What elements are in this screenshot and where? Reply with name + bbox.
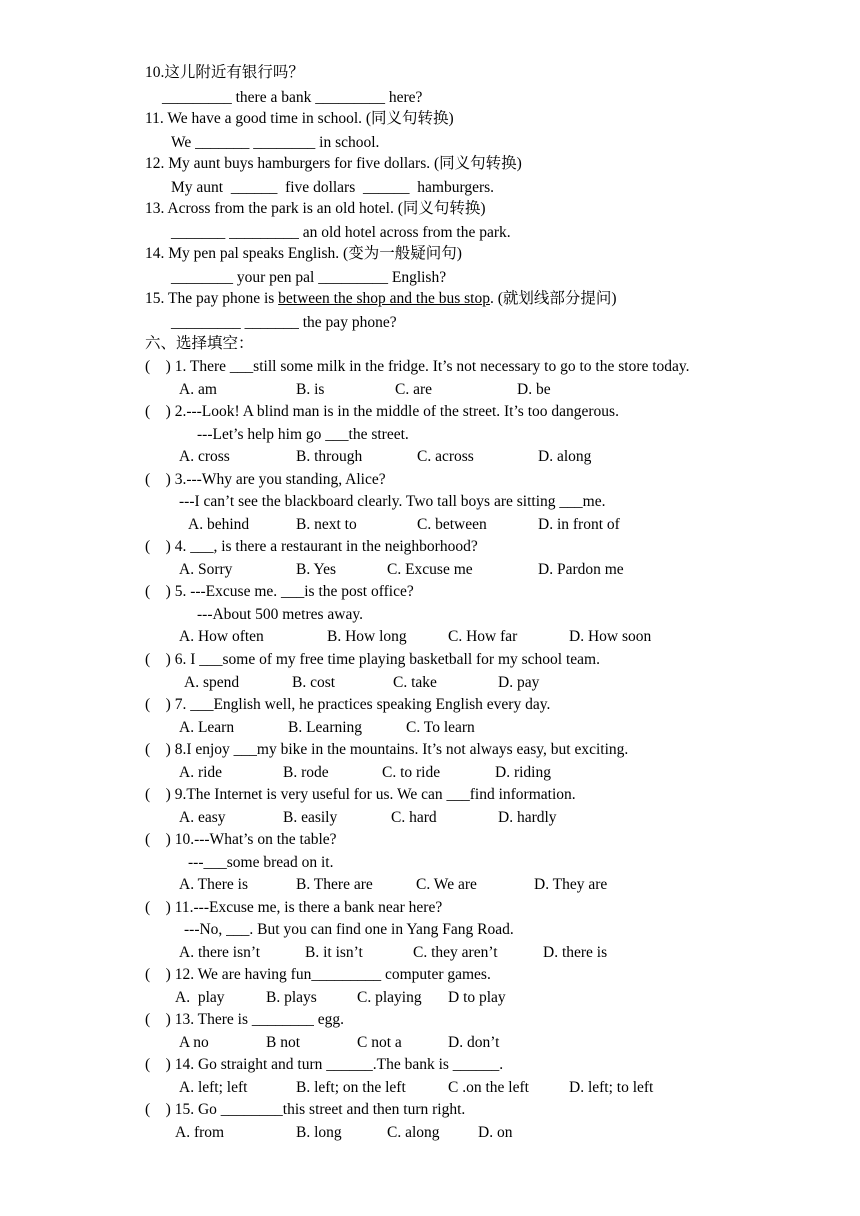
mc-question-1-options <box>0 380 760 400</box>
mc-5-option-b: B. How long <box>327 628 407 645</box>
mc-3-option-b: B. next to <box>296 516 357 533</box>
question-14-answer-line: ________ your pen pal _________ English? <box>171 269 447 286</box>
mc-question-13-stem: ( ) 13. There is ________ egg. <box>145 1011 345 1028</box>
question-15-underlined-phrase: between the shop and the bus stop <box>278 290 490 307</box>
mc-15-option-d: D. on <box>478 1124 513 1141</box>
mc-9-option-a: A. easy <box>179 809 226 826</box>
mc-2-option-b: B. through <box>296 448 363 465</box>
mc-1-option-c: C. are <box>395 381 433 398</box>
mc-question-2-stem: ( ) 2.---Look! A blind man is in the middle of the street. It’s too dangerous. <box>145 403 619 420</box>
mc-11-option-a: A. there isn’t <box>179 944 261 961</box>
mc-12-option-d: D to play <box>448 989 506 1006</box>
mc-question-12-options <box>0 988 760 1008</box>
question-13-answer-line: _______ _________ an old hotel across from the park. <box>171 224 511 241</box>
mc-9-option-d: D. hardly <box>498 809 557 826</box>
mc-question-2-options <box>0 447 760 467</box>
question-13-prompt: 13. Across from the park is an old hotel. (同义句转换) <box>145 200 486 217</box>
mc-question-9-stem: ( ) 9.The Internet is very useful for us. We can ___find information. <box>145 786 576 803</box>
mc-question-10-stem: ( ) 10.---What’s on the table? <box>145 831 337 848</box>
mc-question-14-options <box>0 1078 760 1098</box>
mc-7-option-a: A. Learn <box>179 719 235 736</box>
mc-question-3-sub: ---I can’t see the blackboard clearly. Two tall boys are sitting ___me. <box>179 493 606 510</box>
question-15-prompt <box>145 289 617 309</box>
mc-11-option-b: B. it isn’t <box>305 944 363 961</box>
mc-question-6-options <box>0 673 760 693</box>
mc-2-option-a: A. cross <box>179 448 230 465</box>
mc-5-option-d: D. How soon <box>569 628 652 645</box>
mc-question-10-options <box>0 875 760 895</box>
mc-13-option-b: B not <box>266 1034 301 1051</box>
mc-12-option-b: B. plays <box>266 989 317 1006</box>
mc-question-15-options <box>0 1123 760 1143</box>
mc-question-1-stem: ( ) 1. There ___still some milk in the fridge. It’s not necessary to go to the store today. <box>145 358 690 375</box>
mc-15-option-a: A. from <box>175 1124 225 1141</box>
mc-5-option-a: A. How often <box>179 628 264 645</box>
question-10-answer-line: _________ there a bank _________ here? <box>162 89 423 106</box>
mc-14-option-a: A. left; left <box>179 1079 248 1096</box>
question-12-prompt: 12. My aunt buys hamburgers for five dollars. (同义句转换) <box>145 155 522 172</box>
mc-6-option-b: B. cost <box>292 674 336 691</box>
mc-question-11-options <box>0 943 760 963</box>
mc-14-option-d: D. left; to left <box>569 1079 654 1096</box>
mc-15-option-b: B. long <box>296 1124 342 1141</box>
mc-9-option-b: B. easily <box>283 809 338 826</box>
mc-question-7-options <box>0 718 760 738</box>
mc-14-option-c: C .on the left <box>448 1079 529 1096</box>
mc-6-option-c: C. take <box>393 674 437 691</box>
mc-1-option-a: A. am <box>179 381 217 398</box>
mc-question-8-options <box>0 763 760 783</box>
mc-7-option-c: C. To learn <box>406 719 475 736</box>
mc-question-3-options <box>0 515 760 535</box>
mc-2-option-d: D. along <box>538 448 592 465</box>
question-11-prompt: 11. We have a good time in school. (同义句转换) <box>145 110 454 127</box>
question-15-prompt-start: 15. The pay phone is <box>145 290 279 307</box>
mc-12-option-c: C. playing <box>357 989 422 1006</box>
mc-question-2-sub: ---Let’s help him go ___the street. <box>197 426 409 443</box>
mc-5-option-c: C. How far <box>448 628 518 645</box>
mc-6-option-a: A. spend <box>184 674 240 691</box>
section-6-title: 六、选择填空： <box>145 335 254 352</box>
mc-question-11-stem: ( ) 11.---Excuse me, is there a bank near here? <box>145 899 443 916</box>
mc-11-option-c: C. they aren’t <box>413 944 498 961</box>
mc-question-3-stem: ( ) 3.---Why are you standing, Alice? <box>145 471 386 488</box>
question-11-answer-line: We _______ ________ in school. <box>171 134 380 151</box>
mc-8-option-d: D. riding <box>495 764 551 781</box>
mc-question-5-sub: ---About 500 metres away. <box>197 606 363 623</box>
mc-question-9-options <box>0 808 760 828</box>
mc-question-12-stem: ( ) 12. We are having fun_________ computer games. <box>145 966 491 983</box>
mc-question-11-sub: ---No, ___. But you can find one in Yang Fang Road. <box>184 921 514 938</box>
mc-6-option-d: D. pay <box>498 674 540 691</box>
question-15-prompt-end: . (就划线部分提问) <box>489 290 617 307</box>
question-12-answer-line: My aunt ______ five dollars ______ hamburgers. <box>171 179 495 196</box>
mc-8-option-a: A. ride <box>179 764 223 781</box>
mc-question-15-stem: ( ) 15. Go ________this street and then turn right. <box>145 1101 466 1118</box>
mc-11-option-d: D. there is <box>543 944 608 961</box>
mc-question-14-stem: ( ) 14. Go straight and turn ______.The bank is ______. <box>145 1056 504 1073</box>
mc-10-option-a: A. There is <box>179 876 249 893</box>
mc-9-option-c: C. hard <box>391 809 437 826</box>
question-15-answer-line: _________ _______ the pay phone? <box>171 314 397 331</box>
mc-question-6-stem: ( ) 6. I ___some of my free time playing basketball for my school team. <box>145 651 600 668</box>
mc-question-10-sub: ---___some bread on it. <box>188 854 334 871</box>
mc-10-option-b: B. There are <box>296 876 373 893</box>
mc-3-option-d: D. in front of <box>538 516 620 533</box>
mc-2-option-c: C. across <box>417 448 474 465</box>
mc-question-8-stem: ( ) 8.I enjoy ___my bike in the mountains. It’s not always easy, but exciting. <box>145 741 629 758</box>
question-14-prompt: 14. My pen pal speaks English. (变为一般疑问句) <box>145 245 462 262</box>
mc-14-option-b: B. left; on the left <box>296 1079 406 1096</box>
mc-question-7-stem: ( ) 7. ___English well, he practices speaking English every day. <box>145 696 551 713</box>
mc-question-4-options <box>0 560 760 580</box>
mc-12-option-a: A. play <box>175 989 225 1006</box>
mc-question-13-options <box>0 1033 760 1053</box>
mc-13-option-c: C not a <box>357 1034 402 1051</box>
mc-3-option-a: A. behind <box>188 516 250 533</box>
mc-10-option-d: D. They are <box>534 876 608 893</box>
mc-question-5-options <box>0 627 760 647</box>
mc-4-option-a: A. Sorry <box>179 561 233 578</box>
mc-4-option-d: D. Pardon me <box>538 561 624 578</box>
mc-8-option-c: C. to ride <box>382 764 441 781</box>
question-10-prompt: 10.这儿附近有银行吗？ <box>145 64 304 81</box>
mc-13-option-d: D. don’t <box>448 1034 500 1051</box>
mc-1-option-d: D. be <box>517 381 551 398</box>
mc-4-option-b: B. Yes <box>296 561 337 578</box>
mc-4-option-c: C. Excuse me <box>387 561 473 578</box>
mc-1-option-b: B. is <box>296 381 325 398</box>
mc-7-option-b: B. Learning <box>288 719 363 736</box>
mc-13-option-a: A no <box>179 1034 209 1051</box>
mc-3-option-c: C. between <box>417 516 487 533</box>
mc-8-option-b: B. rode <box>283 764 329 781</box>
mc-15-option-c: C. along <box>387 1124 440 1141</box>
mc-question-4-stem: ( ) 4. ___, is there a restaurant in the neighborhood? <box>145 538 478 555</box>
mc-10-option-c: C. We are <box>416 876 477 893</box>
mc-question-5-stem: ( ) 5. ---Excuse me. ___is the post office? <box>145 583 414 600</box>
